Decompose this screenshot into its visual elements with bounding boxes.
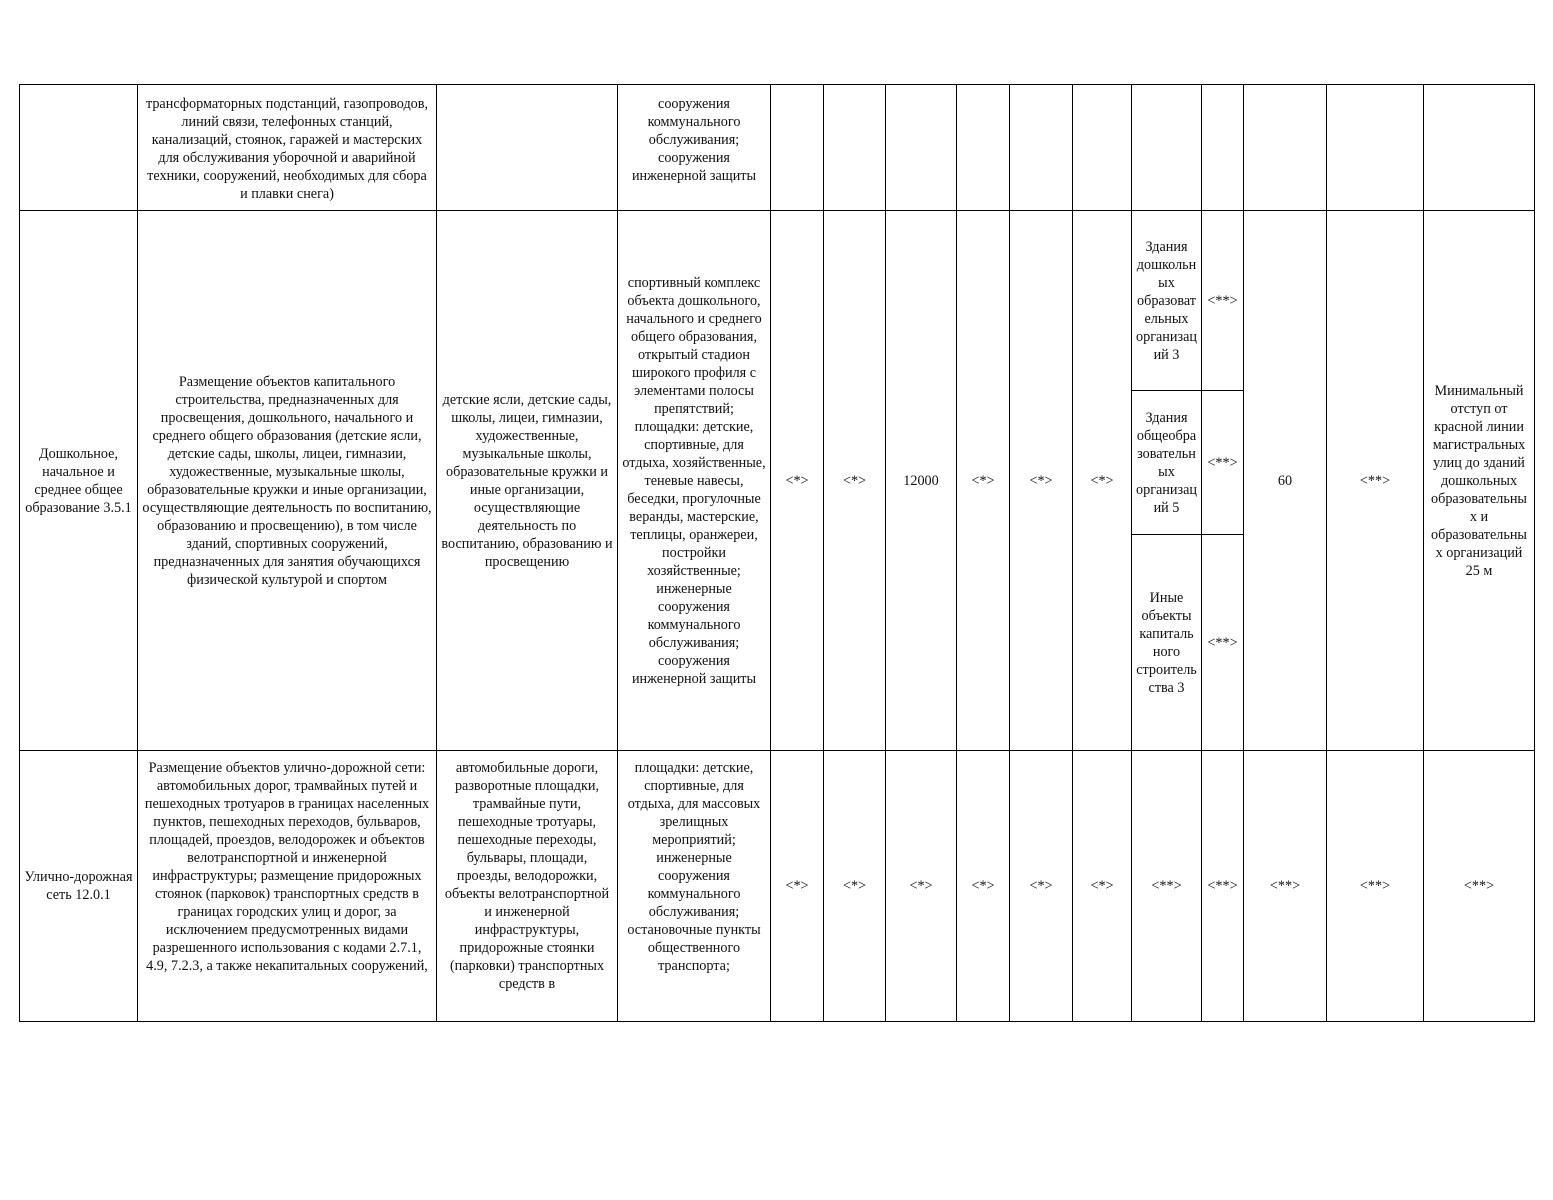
auxiliary-uses: спортивный комплекс объекта дошкольного, начального и среднего общего образования, открытый стадион широкого профиля с элементами полосы препятствий; площадки: детские, спортивные, для отдыха, хозяйственные, теневые навесы, беседки, прогулочные веранды, мастерские, теплицы, оранжереи, постройки хозяйственные; инженерные сооружения коммунального обслуживания; сооружения инженерной защиты	[618, 211, 771, 751]
table-row	[20, 211, 1535, 391]
floor-label: Здания дошкольных образовательных организаций 3	[1132, 211, 1202, 391]
cell-value: <*>	[957, 211, 1010, 751]
floor-label: Иные объекты капитального строительства 3	[1132, 535, 1202, 751]
main-uses: автомобильные дороги, разворотные площадки, трамвайные пути, пешеходные тротуары, пешеходные переходы, бульвары, площади, проезды, велодорожки, объекты велотранспортной и инженерной инфраструктуры, придорожные стоянки (парковки) транспортных средств в	[437, 751, 618, 1022]
cell	[824, 85, 886, 211]
cell-value: <**>	[1244, 751, 1327, 1022]
use-description: трансформаторных подстанций, газопроводов, линий связи, телефонных станций, канализаций, стоянок, гаражей и мастерских для обслуживания уборочной и аварийной техники, сооружений, необходимых для сбора и плавки снега)	[138, 85, 437, 211]
floor-label: Здания общеобразовательных организаций 5	[1132, 391, 1202, 535]
cell-value: <**>	[1202, 751, 1244, 1022]
notes: <**>	[1424, 751, 1535, 1022]
cell	[771, 85, 824, 211]
cell-value: <*>	[1073, 211, 1132, 751]
cell	[1010, 85, 1073, 211]
regulations-table	[19, 84, 1535, 1022]
cell-value: <*>	[1073, 751, 1132, 1022]
cell	[886, 85, 957, 211]
cell-value: <*>	[824, 211, 886, 751]
cell-value: <*>	[886, 751, 957, 1022]
cell-value: <*>	[771, 751, 824, 1022]
cell-value: <*>	[957, 751, 1010, 1022]
cell	[1073, 85, 1132, 211]
cell-value: <**>	[1327, 211, 1424, 751]
cell-value: <*>	[771, 211, 824, 751]
cell	[1424, 85, 1535, 211]
min-plot-area: 12000	[886, 211, 957, 751]
cell	[1132, 85, 1202, 211]
table-row	[20, 751, 1535, 1022]
cell-value: <*>	[824, 751, 886, 1022]
floor-value: <**>	[1202, 535, 1244, 751]
notes: Минимальный отступ от красной линии магистральных улиц до зданий дошкольных образовательных и образовательных организаций 25 м	[1424, 211, 1535, 751]
cell-value: <**>	[1327, 751, 1424, 1022]
cell-value: <**>	[1132, 751, 1202, 1022]
cell	[1244, 85, 1327, 211]
permitted-use-name	[20, 85, 138, 211]
table-row	[20, 85, 1535, 211]
cell	[957, 85, 1010, 211]
floor-value: <**>	[1202, 211, 1244, 391]
auxiliary-uses: площадки: детские, спортивные, для отдыха, для массовых зрелищных мероприятий; инженерные сооружения коммунального обслуживания; остановочные пункты общественного транспорта;	[618, 751, 771, 1022]
use-description: Размещение объектов капитального строительства, предназначенных для просвещения, дошкольного, начального и среднего общего образования (детские ясли, детские сады, школы, лицеи, гимназии, художественные, музыкальные школы, образовательные кружки и иные организации, осуществляющие деятельность по воспитанию, образованию и просвещению), в том числе зданий, спортивных сооружений, предназначенных для занятия обучающихся физической культурой и спортом	[138, 211, 437, 751]
cell-value: <*>	[1010, 211, 1073, 751]
cell	[1327, 85, 1424, 211]
cell-value: <*>	[1010, 751, 1073, 1022]
main-uses: детские ясли, детские сады, школы, лицеи, гимназии, художественные, музыкальные школы, образовательные кружки и иные организации, осуществляющие деятельность по воспитанию, образованию и просвещению	[437, 211, 618, 751]
use-description: Размещение объектов улично-дорожной сети: автомобильных дорог, трамвайных путей и пешеходных тротуаров в границах населенных пунктов, пешеходных переходов, бульваров, площадей, проездов, велодорожек и объектов велотранспортной и инженерной инфраструктуры; размещение придорожных стоянок (парковок) транспортных средств в границах городских улиц и дорог, за исключением предусмотренных видами разрешенного использования с кодами 2.7.1, 4.9, 7.2.3, а также некапитальных сооружений,	[138, 751, 437, 1022]
cell	[1202, 85, 1244, 211]
floor-value: <**>	[1202, 391, 1244, 535]
permitted-use-name: Дошкольное, начальное и среднее общее образование 3.5.1	[20, 211, 138, 751]
permitted-use-name: Улично-дорожная сеть 12.0.1	[20, 751, 138, 1022]
main-uses	[437, 85, 618, 211]
max-coverage: 60	[1244, 211, 1327, 751]
auxiliary-uses: сооружения коммунального обслуживания; сооружения инженерной защиты	[618, 85, 771, 211]
